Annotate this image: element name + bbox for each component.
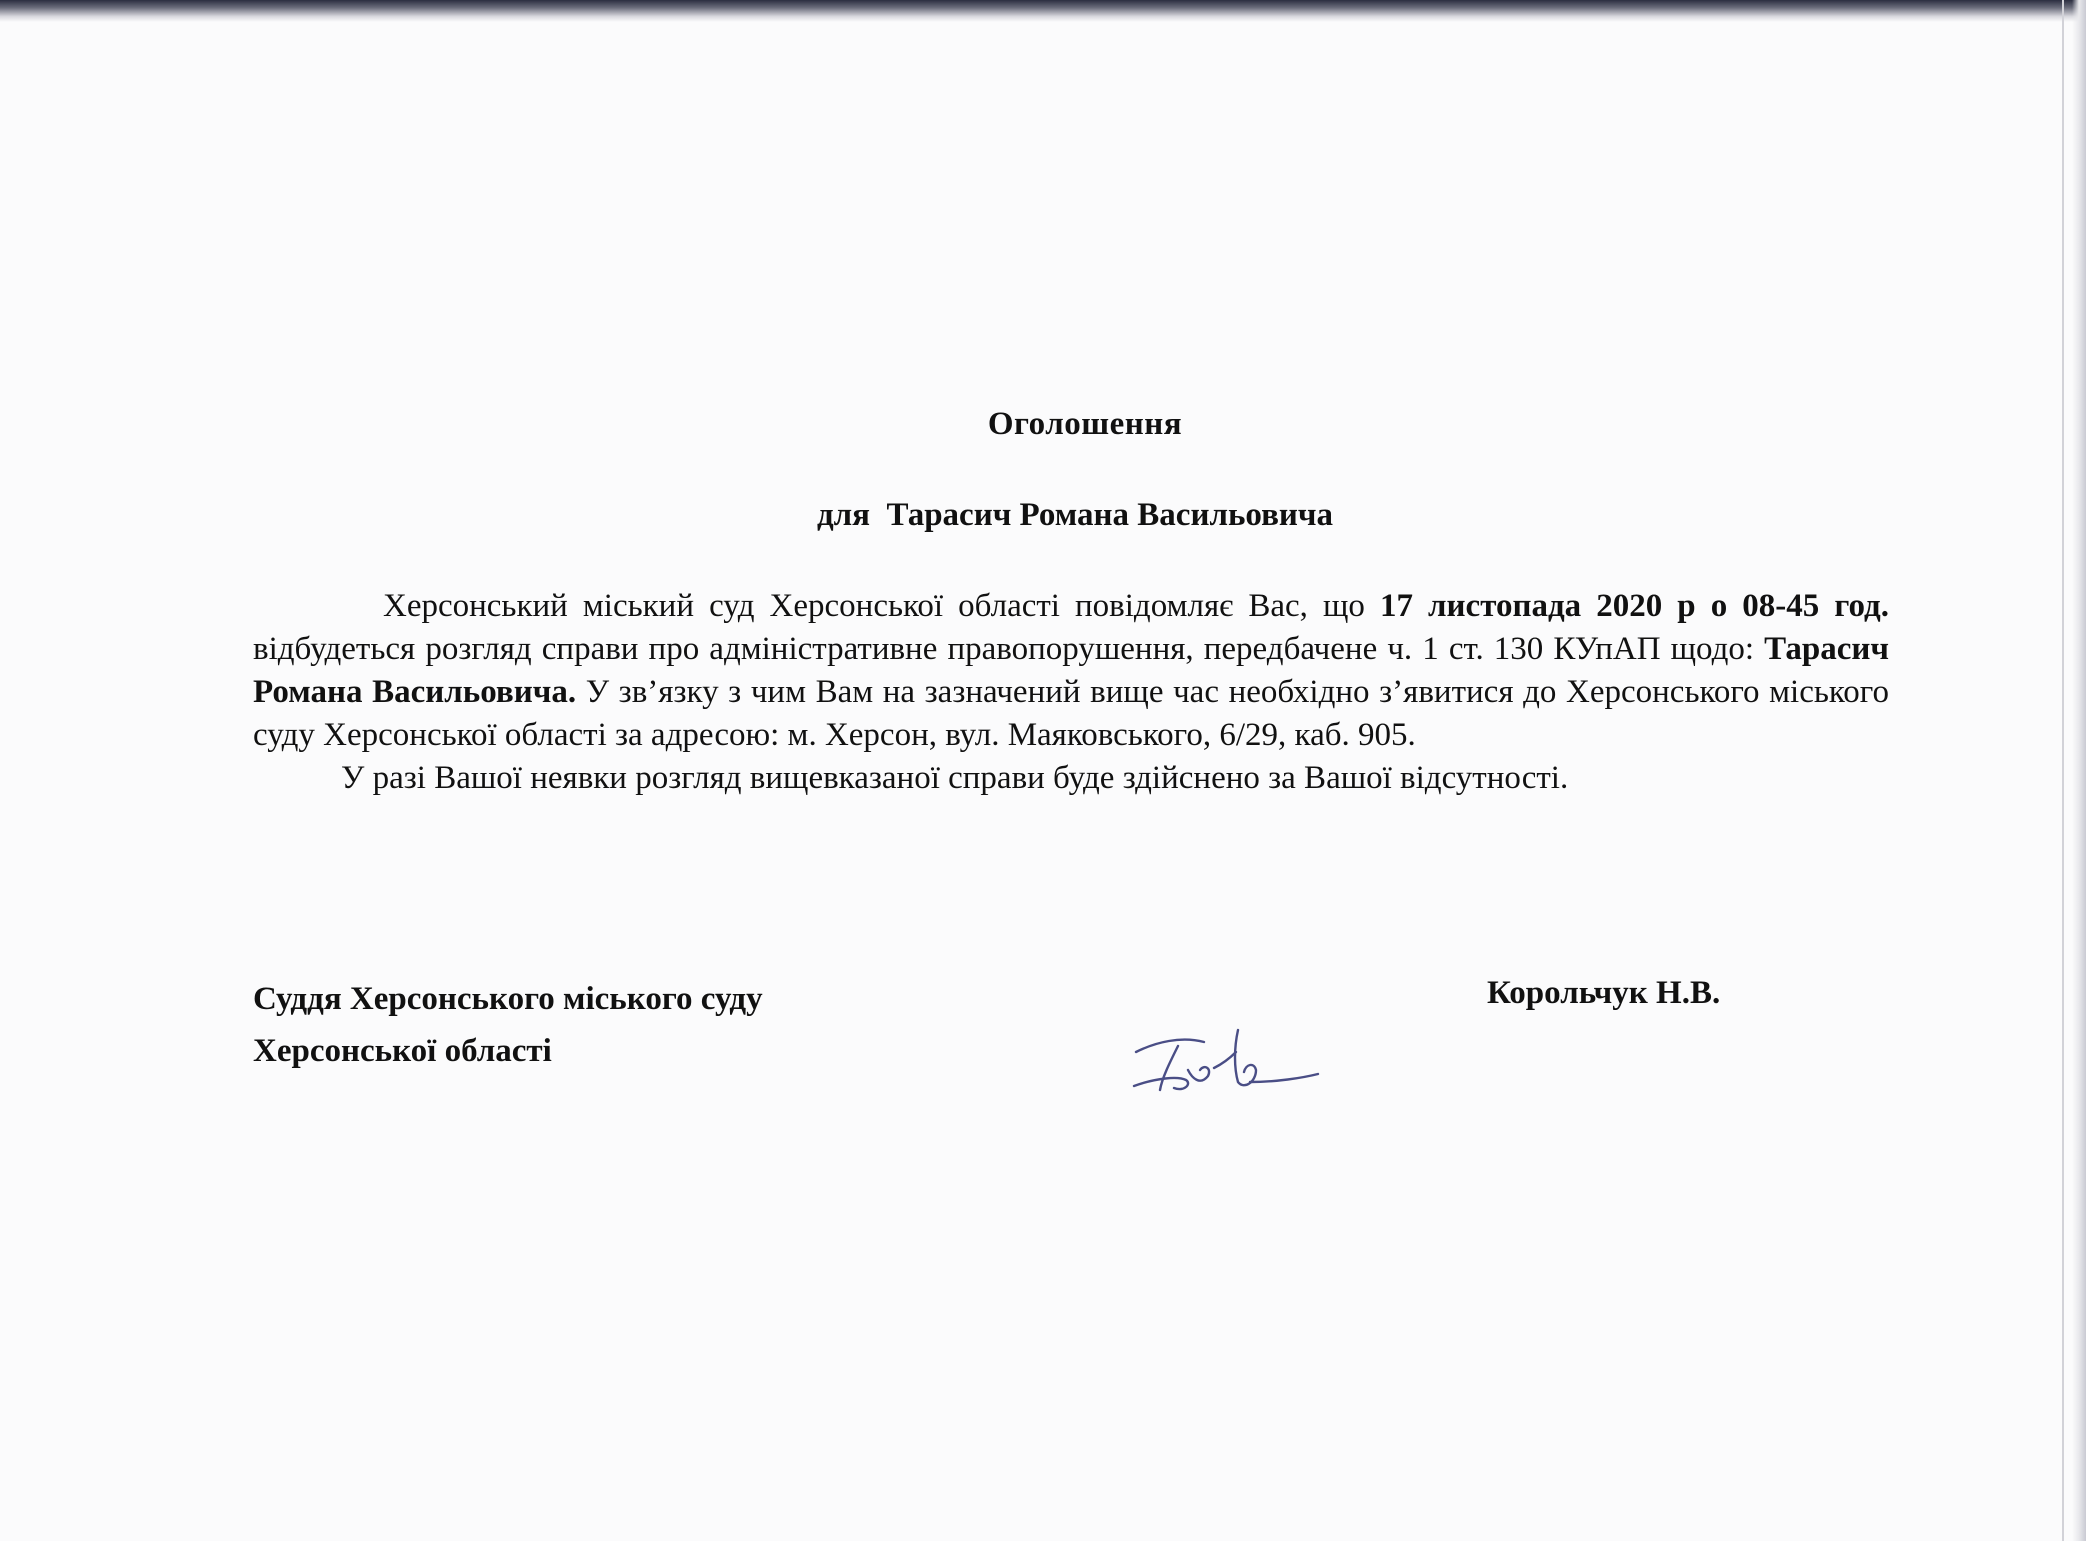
top-edge-shadow [0, 0, 2086, 22]
right-edge-shadow [2072, 0, 2086, 1541]
document-body [253, 585, 1889, 800]
document-addressee: для Тарасич Романа Васильовича [816, 497, 1334, 533]
document-title: Оголошення [987, 406, 1183, 442]
defendant-name: Тарасич Романа Васильовича. [253, 631, 1889, 710]
signer-title [253, 973, 763, 1077]
paragraph-1-part-1: Херсонський міський суд Херсонської області повідомляє Вас, що [383, 588, 1380, 624]
paragraph-1-part-3: У зв’язку з чим Вам на зазначений вище час необхідно з’явитися до Херсонського міського суду Херсонської області за адресою: м. Херсон, вул. Маяковського, 6/29, каб. 905. [253, 674, 1889, 753]
hearing-date-time: 17 листопада 2020 р о 08-45 год. [1379, 588, 1890, 624]
body-paragraph-2: У разі Вашої неявки розгляд вищевказаної справи буде здійснено за Вашої відсутності. [341, 760, 1569, 796]
signer-title-line-2: Херсонської області [253, 1033, 552, 1069]
paper-edge-line [2062, 0, 2064, 1541]
signer-name: Корольчук Н.В. [1487, 975, 1721, 1011]
paragraph-1-part-2: відбудеться розгляд справи про адміністративне правопорушення, передбачене ч. 1 ст. 130 КУпАП щодо: [253, 631, 1765, 667]
signer-title-line-1: Суддя Херсонського міського суду [253, 981, 763, 1017]
handwritten-signature [1126, 1012, 1326, 1102]
body-paragraph-1 [253, 585, 1889, 757]
